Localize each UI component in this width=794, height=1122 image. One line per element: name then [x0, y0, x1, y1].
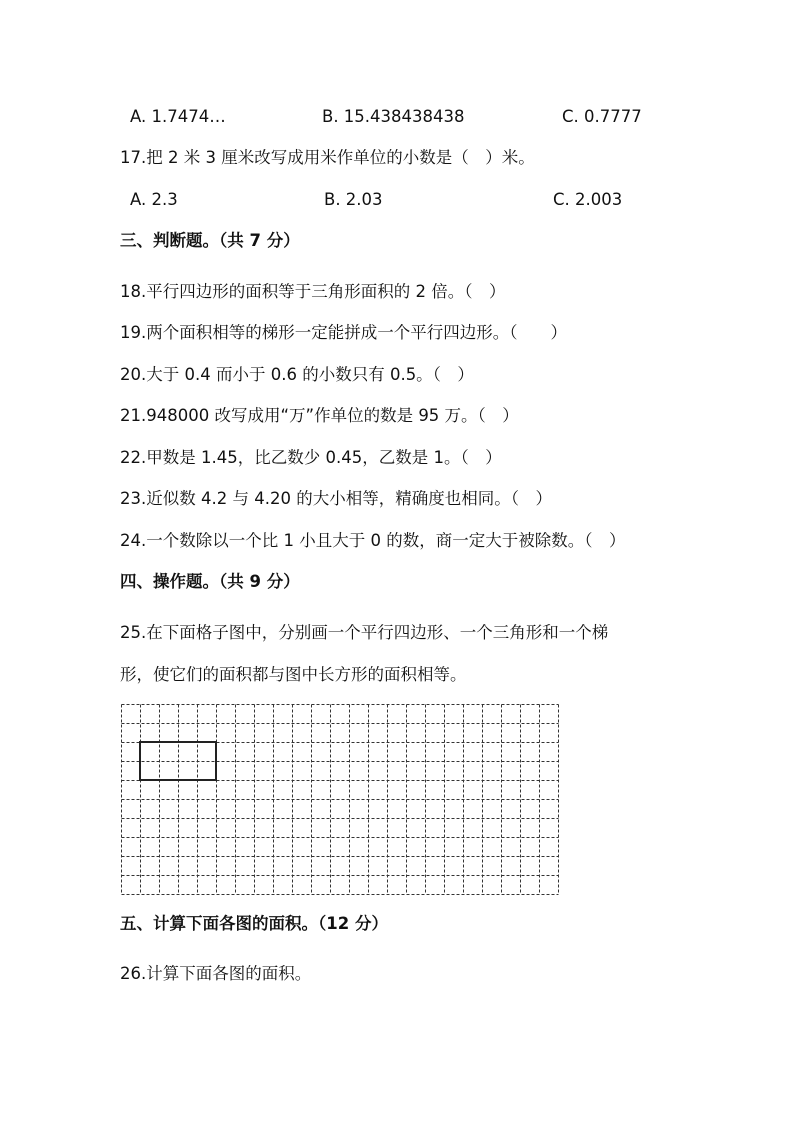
section-3-heading: 三、判断题。（共 7 分）	[120, 231, 300, 250]
grid-paper	[121, 704, 561, 896]
section-4-heading: 四、操作题。（共 9 分）	[120, 572, 300, 591]
judge-item-20: 20.大于 0.4 而小于 0.6 的小数只有 0.5。（ ）	[120, 365, 474, 384]
q26-text: 26.计算下面各图的面积。	[120, 964, 312, 983]
judge-item-23: 23.近似数 4.2 与 4.20 的大小相等，精确度也相同。（ ）	[120, 489, 552, 508]
q16-option-a: A. 1.7474…	[130, 107, 226, 126]
judge-item-22: 22.甲数是 1.45，比乙数少 0.45，乙数是 1。（ ）	[120, 448, 502, 467]
judge-item-24: 24.一个数除以一个比 1 小且大于 0 的数，商一定大于被除数。（ ）	[120, 531, 626, 550]
grid-figure	[121, 704, 561, 900]
q17-option-b: B. 2.03	[324, 190, 383, 209]
q17-option-a: A. 2.3	[130, 190, 178, 209]
q17-text: 17.把 2 米 3 厘米改写成用米作单位的小数是（ ）米。	[120, 148, 535, 167]
q25-text-line-1: 25.在下面格子图中，分别画一个平行四边形、一个三角形和一个梯	[120, 623, 609, 642]
judge-item-18: 18.平行四边形的面积等于三角形面积的 2 倍。（ ）	[120, 282, 506, 301]
judge-item-21: 21.948000 改写成用“万”作单位的数是 95 万。（ ）	[120, 406, 519, 425]
section-5-heading: 五、计算下面各图的面积。（12 分）	[120, 914, 388, 933]
q16-option-c: C. 0.7777	[562, 107, 642, 126]
q16-option-b: B. 15.438438438	[322, 107, 465, 126]
q25-text-line-2: 形，使它们的面积都与图中长方形的面积相等。	[120, 665, 467, 684]
q17-option-c: C. 2.003	[553, 190, 623, 209]
judge-item-19: 19.两个面积相等的梯形一定能拼成一个平行四边形。（ ）	[120, 323, 567, 342]
